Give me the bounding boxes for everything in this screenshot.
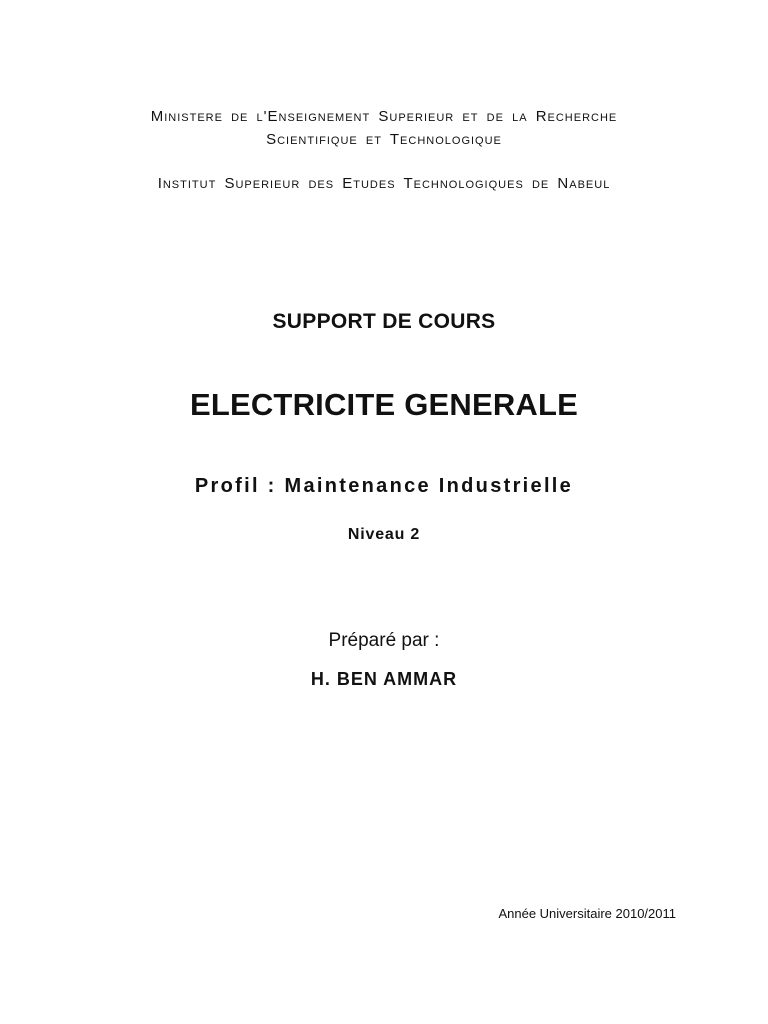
document-type-heading: SUPPORT DE COURS [272, 310, 496, 333]
ministry-heading-line-2: Scientifique et Technologique [266, 131, 502, 148]
academic-year-footer: Année Universitaire 2010/2011 [498, 906, 676, 921]
institute-heading: Institut Superieur des Etudes Technologiques de Nabeul [157, 175, 611, 192]
level-label: Niveau 2 [347, 526, 421, 543]
prepared-by-label: Préparé par : [328, 630, 440, 651]
author-name: H. BEN AMMAR [310, 669, 458, 689]
course-title: ELECTRICITE GENERALE [189, 387, 579, 422]
ministry-heading-line-1: Ministere de l'Enseignement Superieur et de la Recherche [150, 108, 618, 125]
profile-subtitle: Profil : Maintenance Industrielle [194, 475, 574, 497]
